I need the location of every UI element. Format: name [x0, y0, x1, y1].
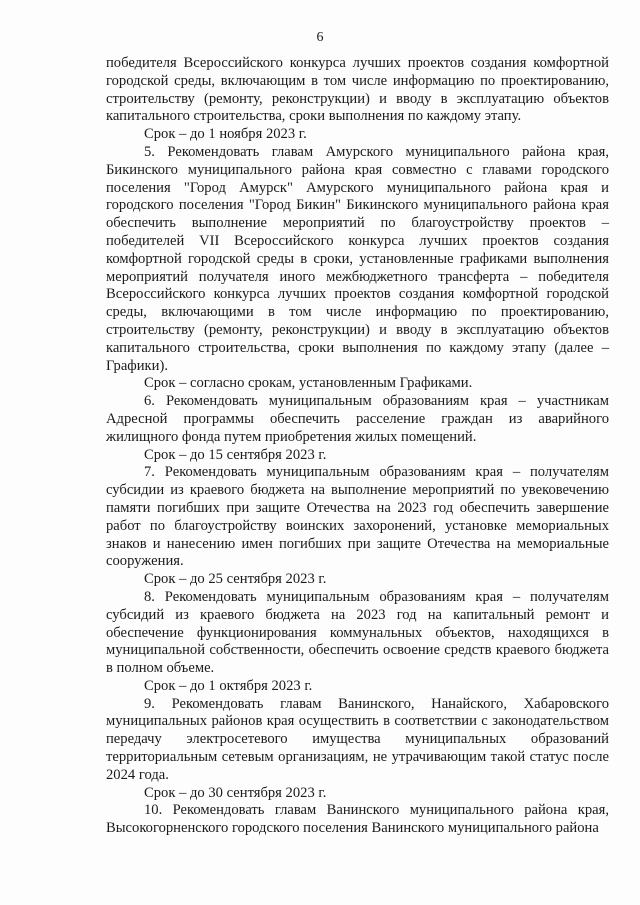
deadline-line: Срок – до 25 сентября 2023 г.: [144, 571, 327, 588]
paragraph-item-10: 10. Рекомендовать главам Ванинского муниципального района края, Высокогорненского городского поселения Ванинского муниципального района: [106, 802, 609, 837]
paragraph-item-8: 8. Рекомендовать муниципальным образованиям края – получателям субсидий из краевого бюджета на 2023 год на капитальный ремонт и обеспечение функционирования коммунальных объектов, находящихся в муниципальной собственности, обеспечить освоение средств краевого бюджета в полном объеме.: [106, 588, 609, 677]
document-body: [106, 55, 609, 838]
deadline-line: Срок – до 30 сентября 2023 г.: [144, 784, 327, 801]
page-number: 6: [316, 30, 324, 45]
deadline-line: Срок – до 1 октября 2023 г.: [144, 677, 313, 694]
deadline-line: Срок – согласно срокам, установленным Графиками.: [144, 375, 473, 392]
paragraph-item-9: 9. Рекомендовать главам Ванинского, Нанайского, Хабаровского муниципальных районов края осуществить в соответствии с законодательством передачу электросетевого имущества муниципальных образований территориальным сетевым организациям, не утрачивающим такой статус после 2024 года.: [106, 695, 609, 783]
paragraph-continuation: победителя Всероссийского конкурса лучших проектов создания комфортной городской среды, включающим в том числе информацию по проектированию, строительству (ремонту, реконструкции) и вводу в эксплуатацию объектов капитального строительства, сроки выполнения по каждому этапу.: [106, 55, 609, 125]
paragraph-item-5: 5. Рекомендовать главам Амурского муниципального района края, Бикинского муниципального района края совместно с главами городского поселения "Город Амурск" Амурского муниципального района края и городского поселения "Город Бикин" Бикинского муниципального района края обеспечить выполнение мероприятий по благоустройству проектов – победителей VII Всероссийского конкурса лучших проектов создания комфортной городской среды в сроки, установленные графиками выполнения мероприятий получателя иного межбюджетного трансферта – победителя Всероссийского конкурса лучших проектов создания комфортной городской среды, включающими в том числе информацию по проектированию, строительству (ремонту, реконструкции) и вводу в эксплуатацию объектов капитального строительства, сроки выполнения по каждому этапу (далее – Графики).: [106, 143, 609, 374]
paragraph-item-6: 6. Рекомендовать муниципальным образованиям края – участникам Адресной программы обеспечить расселение граждан из аварийного жилищного фонда путем приобретения жилых помещений.: [106, 393, 609, 445]
deadline-line: Срок – до 1 ноября 2023 г.: [144, 126, 307, 143]
deadline-line: Срок – до 15 сентября 2023 г.: [144, 446, 327, 463]
paragraph-item-7: 7. Рекомендовать муниципальным образованиям края – получателям субсидии из краевого бюджета на выполнение мероприятий по увековечению памяти погибших при защите Отечества на 2023 год обеспечить завершение работ по благоустройству воинских захоронений, установке мемориальных знаков и нанесению имен погибших при защите Отечества на мемориальные сооружения.: [106, 464, 609, 570]
